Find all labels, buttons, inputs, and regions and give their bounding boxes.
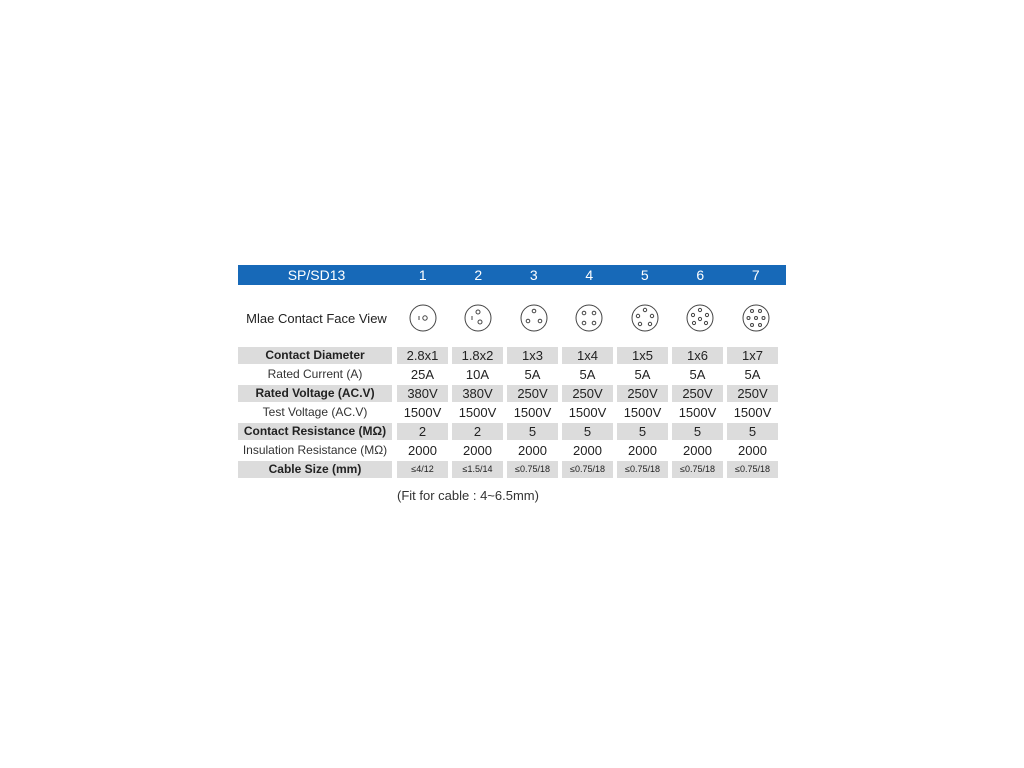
row-label: Rated Voltage (AC.V) [238,385,392,402]
cell: 250V [672,385,723,402]
cell: 2000 [518,443,547,458]
cell: 25A [410,367,435,382]
cell: 2000 [463,443,492,458]
cell: 1500V [733,405,772,420]
cell: ≤0.75/18 [507,461,558,478]
cell: 2000 [573,443,602,458]
cell: 5A [524,367,541,382]
cell: 250V [562,385,613,402]
table-row-cable-size [238,461,786,478]
model-label: SP/SD13 [287,267,346,283]
cell: 2.8x1 [397,347,448,364]
col-header-7: 7 [751,267,760,283]
connector-1pin-icon [408,303,438,333]
cell: 2000 [683,443,712,458]
cell: 2 [397,423,448,440]
cell: 380V [452,385,503,402]
row-label: Contact Resistance (MΩ) [238,423,392,440]
table-row-insulation-resistance [238,442,786,459]
col-header-3: 3 [529,267,538,283]
cell: ≤0.75/18 [727,461,778,478]
cell: 1x6 [672,347,723,364]
cell: 1x3 [507,347,558,364]
cell: ≤1.5/14 [452,461,503,478]
cell: 5 [617,423,668,440]
cell: 380V [397,385,448,402]
cell: 1500V [458,405,497,420]
cell: 5A [634,367,651,382]
cell: 2000 [628,443,657,458]
cell: 250V [617,385,668,402]
cell: 5 [727,423,778,440]
cell: 5A [744,367,761,382]
row-label: Insulation Resistance (MΩ) [242,443,388,457]
cell: 1500V [623,405,662,420]
cell: ≤0.75/18 [672,461,723,478]
connector-5pin-icon [630,303,660,333]
table-row-rated-current [238,366,786,383]
connector-4pin-icon [574,303,604,333]
cell: 1x7 [727,347,778,364]
row-label: Test Voltage (AC.V) [262,405,368,419]
table-row-rated-voltage [238,385,786,402]
connector-6pin-icon [685,303,715,333]
cell: 5 [672,423,723,440]
cell: 1500V [678,405,717,420]
table-header [238,265,786,285]
col-header-1: 1 [418,267,427,283]
face-view-label: Mlae Contact Face View [246,310,387,326]
cell: 2000 [408,443,437,458]
cell: 250V [507,385,558,402]
connector-3pin-icon [519,303,549,333]
connector-2pin-icon [463,303,493,333]
table-row-contact-resistance [238,423,786,440]
cell: 5A [579,367,596,382]
cell: 2000 [738,443,767,458]
cell: 1.8x2 [452,347,503,364]
connector-7pin-icon [741,303,771,333]
cell: 5 [562,423,613,440]
face-view-row [238,291,786,345]
col-header-2: 2 [474,267,483,283]
cell: ≤0.75/18 [617,461,668,478]
cell: 1x5 [617,347,668,364]
cell: 10A [465,367,490,382]
row-label: Cable Size (mm) [238,461,392,478]
row-label: Contact Diameter [238,347,392,364]
col-header-4: 4 [585,267,594,283]
cell: 1x4 [562,347,613,364]
table-row-test-voltage [238,404,786,421]
cell: 5 [507,423,558,440]
cell: 1500V [403,405,442,420]
cell: 2 [452,423,503,440]
cell: 1500V [513,405,552,420]
spec-table [238,265,786,478]
row-label: Rated Current (A) [267,367,363,381]
cell: ≤0.75/18 [562,461,613,478]
table-row-contact-diameter [238,347,786,364]
cell: 1500V [568,405,607,420]
cell: ≤4/12 [397,461,448,478]
cell: 5A [689,367,706,382]
cable-fit-note: (Fit for cable : 4~6.5mm) [397,488,539,503]
col-header-5: 5 [640,267,649,283]
cell: 250V [727,385,778,402]
col-header-6: 6 [696,267,705,283]
